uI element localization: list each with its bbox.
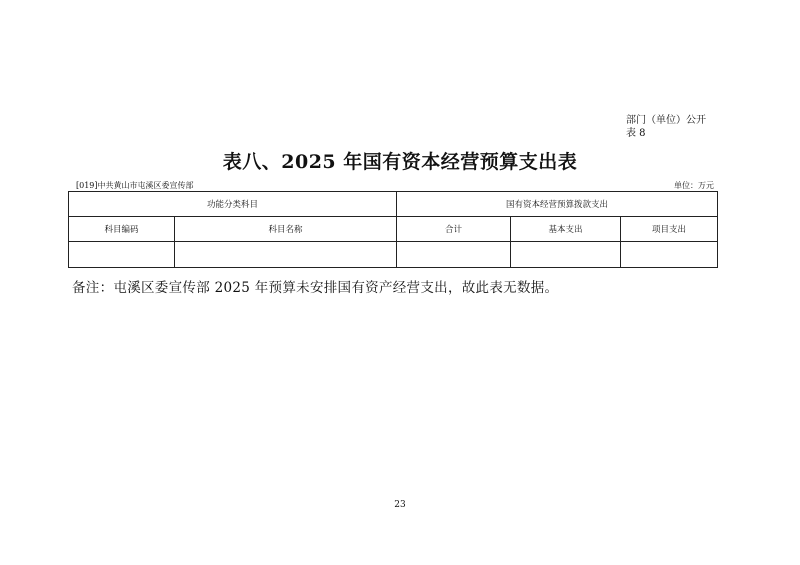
- table-row: [69, 242, 718, 268]
- budget-table: [68, 191, 718, 268]
- document-title: 表八、2025 年国有资本经营预算支出表: [222, 151, 578, 173]
- table-cell: [397, 242, 511, 268]
- table-cell: [621, 242, 718, 268]
- table-group-header-row: [69, 192, 718, 217]
- column-header-basic-expenditure: 基本支出: [511, 217, 621, 242]
- table-column-header-row: [69, 217, 718, 242]
- table-cell: [511, 242, 621, 268]
- table-cell: [175, 242, 397, 268]
- group-header-state-capital-appropriation: 国有资本经营预算拨款支出: [397, 192, 718, 217]
- column-header-subject-code: 科目编码: [69, 217, 175, 242]
- disclosure-label-block: [626, 114, 706, 140]
- remarks-note: 备注：屯溪区委宣传部 2025 年预算未安排国有资产经营支出，故此表无数据。: [72, 280, 559, 296]
- column-header-total: 合计: [397, 217, 511, 242]
- table-number: 表 8: [626, 128, 646, 139]
- public-disclosure-label: 部门（单位）公开: [626, 115, 706, 126]
- group-header-function-classification: 功能分类科目: [69, 192, 397, 217]
- page-number: 23: [394, 500, 406, 510]
- unit-name: [019]中共黄山市屯溪区委宣传部: [76, 181, 194, 190]
- table-cell: [69, 242, 175, 268]
- column-header-project-expenditure: 项目支出: [621, 217, 718, 242]
- column-header-subject-name: 科目名称: [175, 217, 397, 242]
- currency-unit: 单位：万元: [674, 181, 714, 190]
